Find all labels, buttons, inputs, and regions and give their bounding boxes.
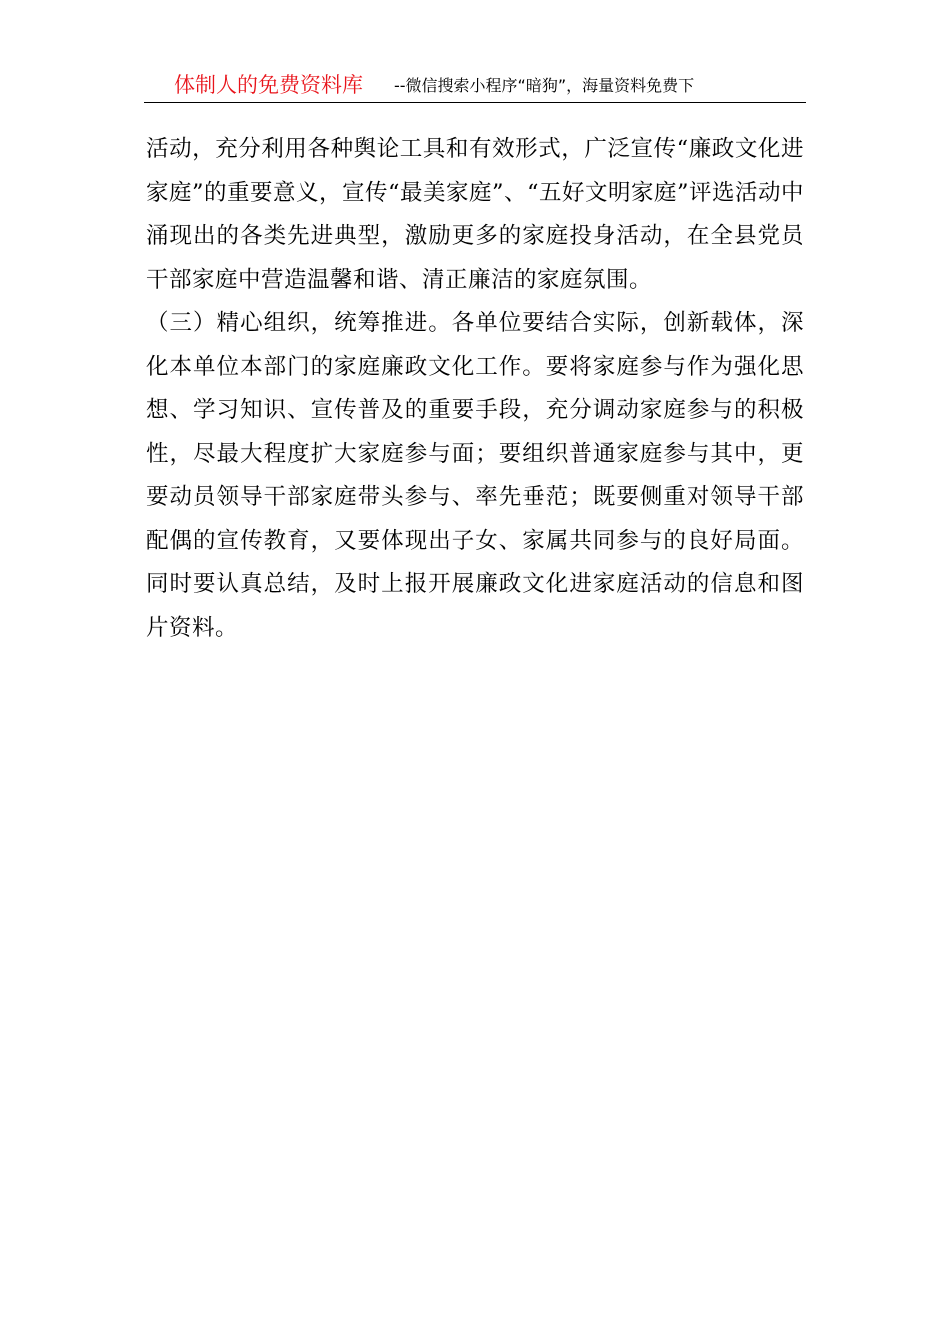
document-body [146, 128, 804, 650]
paragraph-2: （三）精心组织，统筹推进。各单位要结合实际，创新载体，深化本单位本部门的家庭廉政文化工作。要将家庭参与作为强化思想、学习知识、宣传普及的重要手段，充分调动家庭参与的积极性，尽最大程度扩大家庭参与面；要组织普通家庭参与其中，更要动员领导干部家庭带头参与、率先垂范；既要侧重对领导干部配偶的宣传教育，又要体现出子女、家属共同参与的良好局面。同时要认真总结，及时上报开展廉政文化进家庭活动的信息和图片资料。 [146, 310, 804, 641]
header-note: --微信搜索小程序“暗狗”，海量资料免费下 [394, 76, 695, 95]
paragraph-1: 活动，充分利用各种舆论工具和有效形式，广泛宣传“廉政文化进家庭”的重要意义，宣传“最美家庭”、“五好文明家庭”评选活动中涌现出的各类先进典型，激励更多的家庭投身活动，在全县党员干部家庭中营造温馨和谐、清正廉洁的家庭氛围。 [146, 136, 805, 293]
page-header [144, 68, 806, 103]
header-brand-title: 体制人的免费资料库 [174, 73, 363, 97]
